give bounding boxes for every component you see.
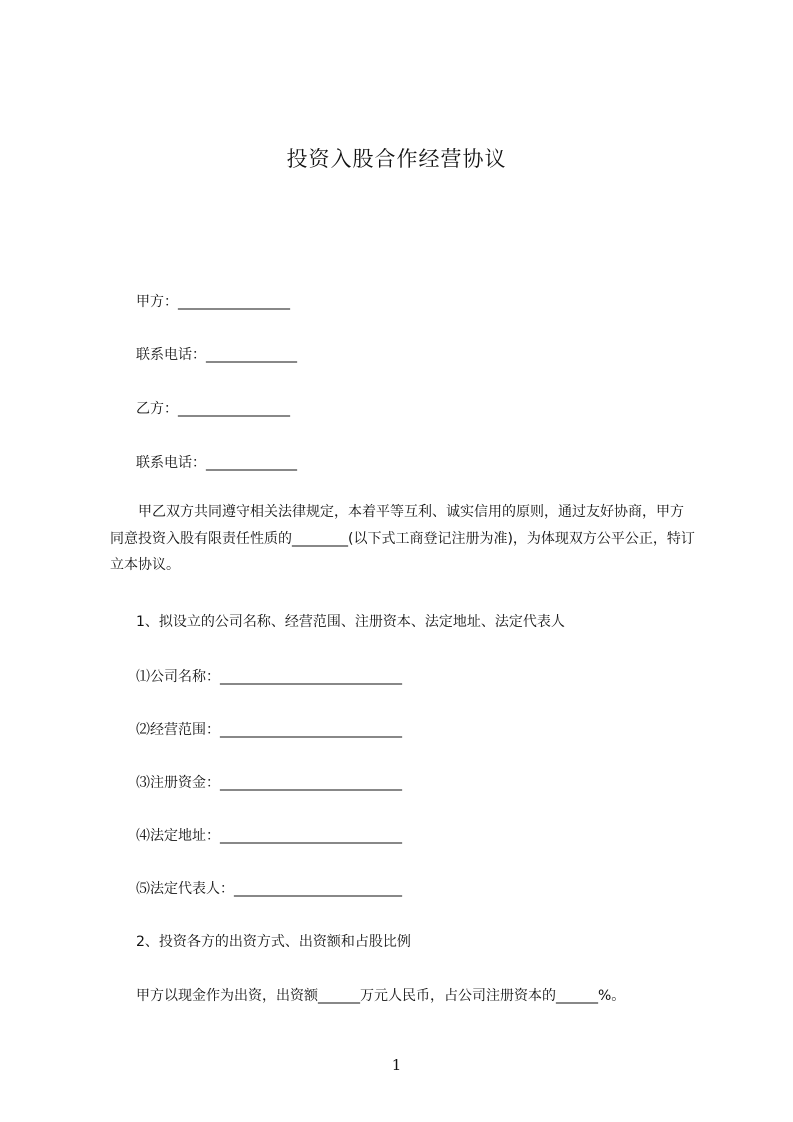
company-name-line: ⑴公司名称：__________________________ <box>136 669 402 685</box>
party-a-contribution-line: 甲方以现金作为出资，出资额______万元人民币，占公司注册资本的______%。 <box>136 988 626 1004</box>
party-a-line: 甲方：________________ <box>136 294 290 310</box>
registered-capital-line: ⑶注册资金：__________________________ <box>136 775 402 791</box>
legal-address-line: ⑷法定地址：__________________________ <box>136 828 402 844</box>
legal-representative-line: ⑸法定代表人：________________________ <box>136 881 402 897</box>
business-scope-line: ⑵经营范围：__________________________ <box>136 722 402 738</box>
page-number: 1 <box>391 1056 402 1074</box>
section-1-heading: 1、拟设立的公司名称、经营范围、注册资本、法定地址、法定代表人 <box>136 614 565 630</box>
document-title: 投资入股合作经营协议 <box>286 147 507 171</box>
party-b-phone-line: 联系电话：_____________ <box>136 455 297 471</box>
intro-paragraph: 甲乙双方共同遵守相关法律规定，本着平等互利、诚实信用的原则，通过友好协商，甲方同意投资入股有限责任性质的________(以下式工商登记注册为准)，为体现双方公平公正，特订立本协议。 <box>110 504 695 573</box>
section-2-heading: 2、投资各方的出资方式、出资额和占股比例 <box>136 934 411 950</box>
party-a-phone-line: 联系电话：_____________ <box>136 347 297 363</box>
party-b-line: 乙方：________________ <box>136 401 290 417</box>
